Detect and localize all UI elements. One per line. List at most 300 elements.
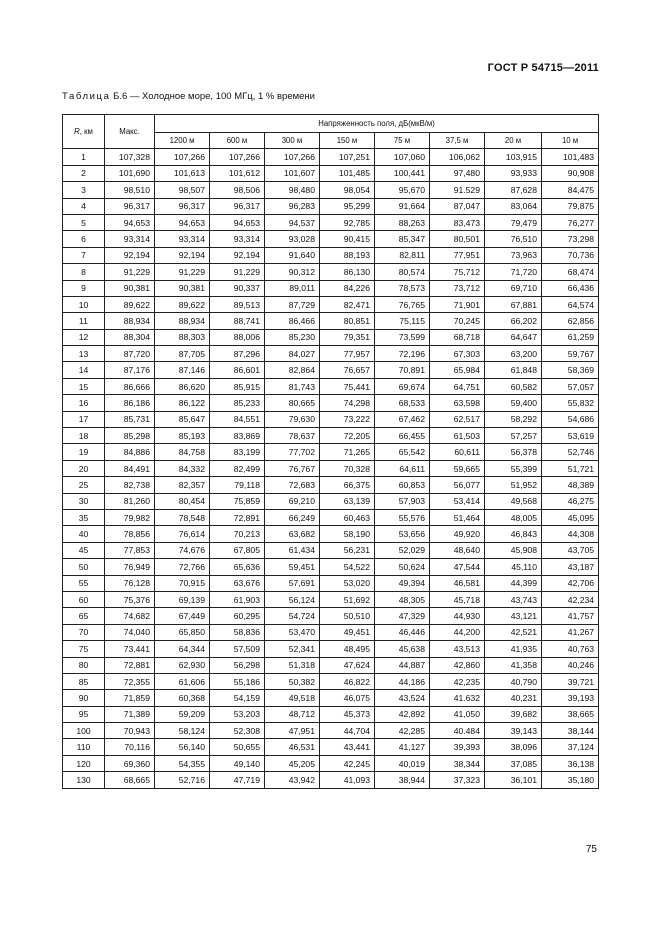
value-cell: 43,524 <box>375 690 430 706</box>
value-cell: 101,485 <box>320 165 375 181</box>
value-cell: 48,712 <box>265 706 320 722</box>
value-cell: 52,029 <box>375 542 430 558</box>
value-cell: 68,718 <box>430 329 485 345</box>
value-cell: 107,266 <box>155 149 210 165</box>
max-value-cell: 91,229 <box>105 264 155 280</box>
value-cell: 50,655 <box>210 739 265 755</box>
table-row <box>63 460 599 476</box>
value-cell: 79,479 <box>485 214 542 230</box>
value-cell: 87,047 <box>430 198 485 214</box>
value-cell: 41,093 <box>320 772 375 788</box>
value-cell: 60,853 <box>375 477 430 493</box>
value-cell: 44,930 <box>430 608 485 624</box>
value-cell: 45,110 <box>485 559 542 575</box>
value-cell: 68,533 <box>375 395 430 411</box>
value-cell: 53,203 <box>210 706 265 722</box>
value-cell: 49,140 <box>210 755 265 771</box>
value-cell: 46,822 <box>320 673 375 689</box>
value-cell: 80,501 <box>430 231 485 247</box>
value-cell: 77,702 <box>265 444 320 460</box>
value-cell: 59,209 <box>155 706 210 722</box>
table-row <box>63 657 599 673</box>
max-value-cell: 76,128 <box>105 575 155 591</box>
table-row <box>63 723 599 739</box>
value-cell: 85,193 <box>155 428 210 444</box>
value-cell: 79,351 <box>320 329 375 345</box>
value-cell: 84,758 <box>155 444 210 460</box>
value-cell: 36,101 <box>485 772 542 788</box>
value-cell: 35,180 <box>542 772 599 788</box>
value-cell: 65,636 <box>210 559 265 575</box>
distance-cell: 80 <box>63 657 105 673</box>
value-cell: 93,933 <box>485 165 542 181</box>
page-number: 75 <box>585 844 597 855</box>
value-cell: 72,205 <box>320 428 375 444</box>
value-cell: 82,864 <box>265 362 320 378</box>
table-row <box>63 444 599 460</box>
table-row <box>63 313 599 329</box>
value-cell: 61,903 <box>210 591 265 607</box>
max-value-cell: 79,982 <box>105 509 155 525</box>
value-cell: 51,692 <box>320 591 375 607</box>
value-cell: 77,957 <box>320 346 375 362</box>
max-value-cell: 70,116 <box>105 739 155 755</box>
max-value-cell: 72,881 <box>105 657 155 673</box>
max-value-cell: 81,260 <box>105 493 155 509</box>
value-cell: 68,474 <box>542 264 599 280</box>
distance-cell: 75 <box>63 641 105 657</box>
value-cell: 44,704 <box>320 723 375 739</box>
value-cell: 46,075 <box>320 690 375 706</box>
distance-cell: 6 <box>63 231 105 247</box>
distance-cell: 16 <box>63 395 105 411</box>
value-cell: 89,011 <box>265 280 320 296</box>
distance-cell: 30 <box>63 493 105 509</box>
value-cell: 94,653 <box>155 214 210 230</box>
value-cell: 93,314 <box>210 231 265 247</box>
value-cell: 53,020 <box>320 575 375 591</box>
value-cell: 60,368 <box>155 690 210 706</box>
max-value-cell: 76,949 <box>105 559 155 575</box>
max-value-cell: 74,040 <box>105 624 155 640</box>
value-cell: 69,139 <box>155 591 210 607</box>
value-cell: 59,400 <box>485 395 542 411</box>
value-cell: 95,670 <box>375 182 430 198</box>
value-cell: 56,124 <box>265 591 320 607</box>
table-row <box>63 428 599 444</box>
table-row <box>63 772 599 788</box>
value-cell: 45,205 <box>265 755 320 771</box>
distance-cell: 100 <box>63 723 105 739</box>
value-cell: 46,531 <box>265 739 320 755</box>
value-cell: 59,451 <box>265 559 320 575</box>
value-cell: 83,199 <box>210 444 265 460</box>
value-cell: 38,144 <box>542 723 599 739</box>
value-cell: 48,305 <box>375 591 430 607</box>
value-cell: 84,226 <box>320 280 375 296</box>
value-cell: 53,414 <box>430 493 485 509</box>
value-cell: 65,542 <box>375 444 430 460</box>
value-cell: 42,706 <box>542 575 599 591</box>
value-cell: 61,848 <box>485 362 542 378</box>
value-cell: 60,463 <box>320 509 375 525</box>
value-cell: 65,984 <box>430 362 485 378</box>
table-row <box>63 149 599 165</box>
value-cell: 61,434 <box>265 542 320 558</box>
value-cell: 41,935 <box>485 641 542 657</box>
table-row <box>63 673 599 689</box>
distance-cell: 65 <box>63 608 105 624</box>
value-cell: 40,231 <box>485 690 542 706</box>
value-cell: 69,210 <box>265 493 320 509</box>
value-cell: 88,193 <box>320 247 375 263</box>
value-cell: 82,357 <box>155 477 210 493</box>
value-cell: 88,303 <box>155 329 210 345</box>
value-cell: 83,473 <box>430 214 485 230</box>
value-cell: 48,389 <box>542 477 599 493</box>
value-cell: 76,277 <box>542 214 599 230</box>
value-cell: 42,235 <box>430 673 485 689</box>
value-cell: 62,517 <box>430 411 485 427</box>
max-value-cell: 101,690 <box>105 165 155 181</box>
value-cell: 47,951 <box>265 723 320 739</box>
table-row <box>63 477 599 493</box>
value-cell: 56,077 <box>430 477 485 493</box>
value-cell: 98,507 <box>155 182 210 198</box>
value-cell: 73,222 <box>320 411 375 427</box>
value-cell: 96,283 <box>265 198 320 214</box>
value-cell: 42,245 <box>320 755 375 771</box>
value-cell: 40,246 <box>542 657 599 673</box>
distance-cell: 10 <box>63 296 105 312</box>
value-cell: 62,856 <box>542 313 599 329</box>
table-row <box>63 198 599 214</box>
value-cell: 82,471 <box>320 296 375 312</box>
value-cell: 92,194 <box>210 247 265 263</box>
value-cell: 49,920 <box>430 526 485 542</box>
max-value-cell: 94,653 <box>105 214 155 230</box>
value-cell: 81,743 <box>265 378 320 394</box>
table-row <box>63 280 599 296</box>
value-cell: 43,942 <box>265 772 320 788</box>
max-value-cell: 74,682 <box>105 608 155 624</box>
value-cell: 80,574 <box>375 264 430 280</box>
table-caption-text: Б.6 — Холодное море, 100 МГц, 1 % времени <box>113 91 315 102</box>
max-value-cell: 78,856 <box>105 526 155 542</box>
value-cell: 55,186 <box>210 673 265 689</box>
value-cell: 75,712 <box>430 264 485 280</box>
value-cell: 85,647 <box>155 411 210 427</box>
max-value-cell: 86,666 <box>105 378 155 394</box>
max-value-cell: 86,186 <box>105 395 155 411</box>
value-cell: 67,462 <box>375 411 430 427</box>
max-value-cell: 72,355 <box>105 673 155 689</box>
value-cell: 48,495 <box>320 641 375 657</box>
value-cell: 52,308 <box>210 723 265 739</box>
value-cell: 73,599 <box>375 329 430 345</box>
distance-cell: 17 <box>63 411 105 427</box>
value-cell: 45,095 <box>542 509 599 525</box>
value-cell: 76,657 <box>320 362 375 378</box>
max-value-cell: 82,738 <box>105 477 155 493</box>
value-cell: 106,062 <box>430 149 485 165</box>
value-cell: 107,266 <box>210 149 265 165</box>
max-value-cell: 87,720 <box>105 346 155 362</box>
value-cell: 43,121 <box>485 608 542 624</box>
value-cell: 70,915 <box>155 575 210 591</box>
table-row <box>63 690 599 706</box>
antenna-height-header: 600 м <box>210 133 265 149</box>
value-cell: 46,446 <box>375 624 430 640</box>
value-cell: 75,441 <box>320 378 375 394</box>
value-cell: 43,705 <box>542 542 599 558</box>
value-cell: 70,736 <box>542 247 599 263</box>
value-cell: 67,805 <box>210 542 265 558</box>
value-cell: 92,194 <box>155 247 210 263</box>
value-cell: 98,480 <box>265 182 320 198</box>
distance-cell: 50 <box>63 559 105 575</box>
value-cell: 78,637 <box>265 428 320 444</box>
value-cell: 85,230 <box>265 329 320 345</box>
value-cell: 42,285 <box>375 723 430 739</box>
value-cell: 38,944 <box>375 772 430 788</box>
value-cell: 40,019 <box>375 755 430 771</box>
value-cell: 91.529 <box>430 182 485 198</box>
value-cell: 38,665 <box>542 706 599 722</box>
distance-cell: 25 <box>63 477 105 493</box>
distance-cell: 120 <box>63 755 105 771</box>
value-cell: 86,601 <box>210 362 265 378</box>
table-row <box>63 296 599 312</box>
max-value-cell: 84,491 <box>105 460 155 476</box>
value-cell: 37,085 <box>485 755 542 771</box>
value-cell: 45,908 <box>485 542 542 558</box>
value-cell: 48,005 <box>485 509 542 525</box>
distance-cell: 18 <box>63 428 105 444</box>
distance-cell: 15 <box>63 378 105 394</box>
value-cell: 57,509 <box>210 641 265 657</box>
value-cell: 54,159 <box>210 690 265 706</box>
value-cell: 46,843 <box>485 526 542 542</box>
value-cell: 79,875 <box>542 198 599 214</box>
distance-cell: 70 <box>63 624 105 640</box>
value-cell: 103,915 <box>485 149 542 165</box>
value-cell: 43,187 <box>542 559 599 575</box>
value-cell: 41,127 <box>375 739 430 755</box>
value-cell: 67,881 <box>485 296 542 312</box>
table-row <box>63 247 599 263</box>
table-row <box>63 493 599 509</box>
max-value-cell: 107,328 <box>105 149 155 165</box>
value-cell: 87,705 <box>155 346 210 362</box>
value-cell: 77,951 <box>430 247 485 263</box>
value-cell: 78,573 <box>375 280 430 296</box>
max-value-cell: 96,317 <box>105 198 155 214</box>
antenna-height-header: 37,5 м <box>430 133 485 149</box>
value-cell: 101,483 <box>542 149 599 165</box>
antenna-height-header: 300 м <box>265 133 320 149</box>
distance-cell: 110 <box>63 739 105 755</box>
table-caption-label: Таблица <box>62 91 111 102</box>
value-cell: 69,710 <box>485 280 542 296</box>
value-cell: 63,598 <box>430 395 485 411</box>
value-cell: 80,454 <box>155 493 210 509</box>
value-cell: 38,096 <box>485 739 542 755</box>
value-cell: 49,394 <box>375 575 430 591</box>
value-cell: 38,344 <box>430 755 485 771</box>
value-cell: 70,245 <box>430 313 485 329</box>
value-cell: 90,415 <box>320 231 375 247</box>
value-cell: 51,464 <box>430 509 485 525</box>
value-cell: 94,653 <box>210 214 265 230</box>
value-cell: 97,480 <box>430 165 485 181</box>
value-cell: 95,299 <box>320 198 375 214</box>
value-cell: 41,358 <box>485 657 542 673</box>
value-cell: 76,767 <box>265 460 320 476</box>
value-cell: 107,060 <box>375 149 430 165</box>
value-cell: 51,952 <box>485 477 542 493</box>
value-cell: 44,186 <box>375 673 430 689</box>
value-cell: 50,624 <box>375 559 430 575</box>
distance-cell: 19 <box>63 444 105 460</box>
value-cell: 87,146 <box>155 362 210 378</box>
value-cell: 69,674 <box>375 378 430 394</box>
table-row <box>63 575 599 591</box>
value-cell: 58,369 <box>542 362 599 378</box>
value-cell: 93,314 <box>155 231 210 247</box>
value-cell: 56,378 <box>485 444 542 460</box>
value-cell: 41,757 <box>542 608 599 624</box>
value-cell: 57,903 <box>375 493 430 509</box>
value-cell: 71,265 <box>320 444 375 460</box>
value-cell: 54,724 <box>265 608 320 624</box>
value-cell: 56,298 <box>210 657 265 673</box>
value-cell: 87,628 <box>485 182 542 198</box>
value-cell: 44,308 <box>542 526 599 542</box>
max-value-cell: 71,859 <box>105 690 155 706</box>
value-cell: 54,355 <box>155 755 210 771</box>
max-value-cell: 85,298 <box>105 428 155 444</box>
value-cell: 87,296 <box>210 346 265 362</box>
value-cell: 67,303 <box>430 346 485 362</box>
value-cell: 98,054 <box>320 182 375 198</box>
table-row <box>63 411 599 427</box>
value-cell: 45,638 <box>375 641 430 657</box>
value-cell: 44,887 <box>375 657 430 673</box>
distance-cell: 1 <box>63 149 105 165</box>
value-cell: 50,510 <box>320 608 375 624</box>
value-cell: 83,064 <box>485 198 542 214</box>
max-value-cell: 84,886 <box>105 444 155 460</box>
value-cell: 100,441 <box>375 165 430 181</box>
table-row <box>63 378 599 394</box>
table-row <box>63 214 599 230</box>
table-row <box>63 542 599 558</box>
value-cell: 66,202 <box>485 313 542 329</box>
distance-cell: 5 <box>63 214 105 230</box>
document-standard-number: ГОСТ Р 54715—2011 <box>487 62 599 74</box>
value-cell: 80,665 <box>265 395 320 411</box>
value-cell: 53,656 <box>375 526 430 542</box>
value-cell: 58,836 <box>210 624 265 640</box>
value-cell: 88,741 <box>210 313 265 329</box>
distance-cell: 45 <box>63 542 105 558</box>
value-cell: 92,785 <box>320 214 375 230</box>
table-row <box>63 559 599 575</box>
value-cell: 57,691 <box>265 575 320 591</box>
value-cell: 80,851 <box>320 313 375 329</box>
value-cell: 79,118 <box>210 477 265 493</box>
table-row <box>63 739 599 755</box>
value-cell: 91,229 <box>155 264 210 280</box>
value-cell: 52,746 <box>542 444 599 460</box>
value-cell: 74,676 <box>155 542 210 558</box>
value-cell: 72,196 <box>375 346 430 362</box>
max-value-cell: 92,194 <box>105 247 155 263</box>
value-cell: 98,506 <box>210 182 265 198</box>
distance-cell: 13 <box>63 346 105 362</box>
distance-cell: 2 <box>63 165 105 181</box>
value-cell: 74,298 <box>320 395 375 411</box>
value-cell: 63,682 <box>265 526 320 542</box>
value-cell: 43,441 <box>320 739 375 755</box>
value-cell: 93,028 <box>265 231 320 247</box>
distance-cell: 55 <box>63 575 105 591</box>
value-cell: 47,544 <box>430 559 485 575</box>
value-cell: 78,548 <box>155 509 210 525</box>
value-cell: 64,574 <box>542 296 599 312</box>
value-cell: 60,295 <box>210 608 265 624</box>
value-cell: 75,859 <box>210 493 265 509</box>
value-cell: 91,664 <box>375 198 430 214</box>
value-cell: 90,381 <box>155 280 210 296</box>
value-cell: 66,375 <box>320 477 375 493</box>
field-strength-table <box>62 114 599 789</box>
value-cell: 51,318 <box>265 657 320 673</box>
distance-unit: , км <box>79 126 93 136</box>
value-cell: 72,891 <box>210 509 265 525</box>
value-cell: 54,522 <box>320 559 375 575</box>
distance-cell: 20 <box>63 460 105 476</box>
table-row <box>63 182 599 198</box>
value-cell: 54,686 <box>542 411 599 427</box>
value-cell: 66,455 <box>375 428 430 444</box>
value-cell: 91,229 <box>210 264 265 280</box>
value-cell: 96,317 <box>210 198 265 214</box>
value-cell: 76,765 <box>375 296 430 312</box>
value-cell: 51,721 <box>542 460 599 476</box>
value-cell: 39,193 <box>542 690 599 706</box>
value-cell: 58,124 <box>155 723 210 739</box>
value-cell: 88,263 <box>375 214 430 230</box>
value-cell: 73,712 <box>430 280 485 296</box>
value-cell: 45,718 <box>430 591 485 607</box>
distance-cell: 7 <box>63 247 105 263</box>
value-cell: 52,341 <box>265 641 320 657</box>
value-cell: 59,665 <box>430 460 485 476</box>
value-cell: 87,729 <box>265 296 320 312</box>
value-cell: 42,521 <box>485 624 542 640</box>
value-cell: 43,743 <box>485 591 542 607</box>
value-cell: 36,138 <box>542 755 599 771</box>
value-cell: 65,850 <box>155 624 210 640</box>
value-cell: 47,329 <box>375 608 430 624</box>
table-row <box>63 509 599 525</box>
value-cell: 42,234 <box>542 591 599 607</box>
value-cell: 86,466 <box>265 313 320 329</box>
value-cell: 72,683 <box>265 477 320 493</box>
value-cell: 76,614 <box>155 526 210 542</box>
